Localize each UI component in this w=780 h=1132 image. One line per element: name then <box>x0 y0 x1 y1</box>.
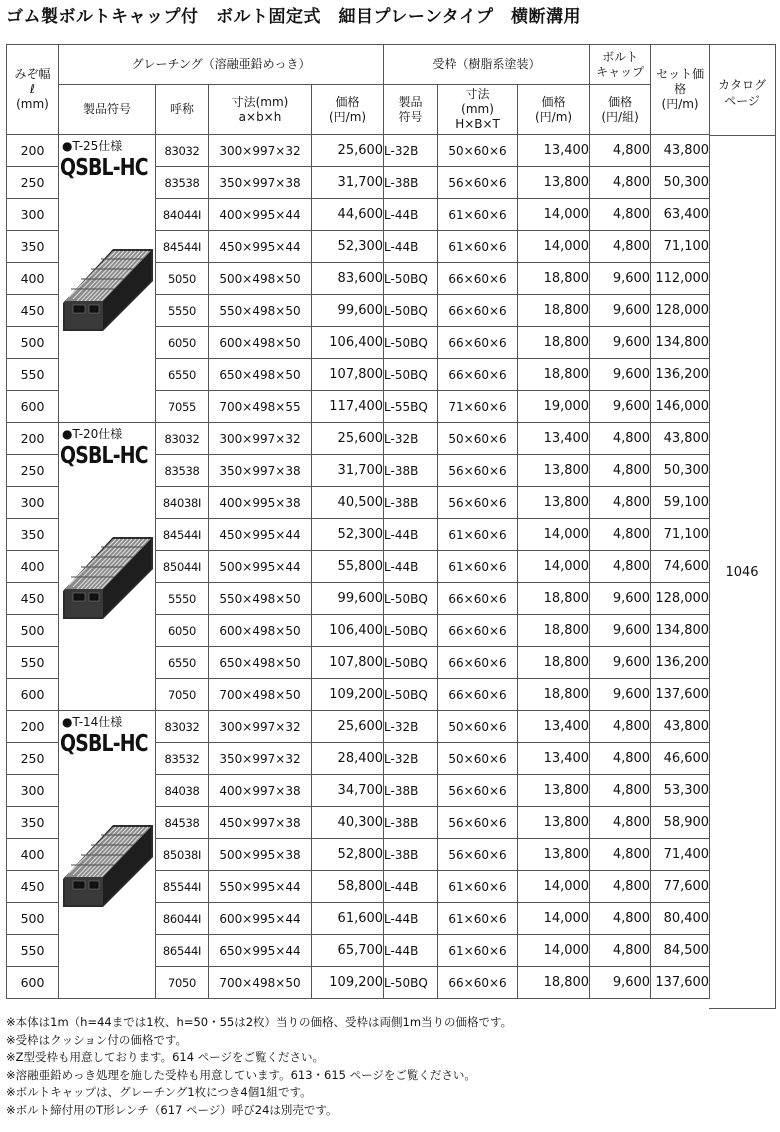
frame-dims-cell: 56×60×6 <box>438 455 518 487</box>
bolt-price-cell: 4,800 <box>590 487 651 519</box>
grating-price-cell: 44,600 <box>312 199 384 231</box>
grating-price-cell: 25,600 <box>312 135 384 167</box>
nominal-cell: 85038I <box>156 839 209 871</box>
frame-dims-cell: 56×60×6 <box>438 775 518 807</box>
nominal-cell: 84544I <box>156 519 209 551</box>
frame-dims-cell: 50×60×6 <box>438 135 518 167</box>
set-price-cell: 136,200 <box>651 647 710 679</box>
grating-dims-cell: 600×498×50 <box>209 327 312 359</box>
frame-dims-cell: 56×60×6 <box>438 839 518 871</box>
nominal-cell: 6050 <box>156 327 209 359</box>
grating-group-header: グレーチング（溶融亜鉛めっき） <box>59 45 384 85</box>
bolt-price-cell: 4,800 <box>590 903 651 935</box>
frame-dims-cell: 66×60×6 <box>438 615 518 647</box>
frame-code-cell: L-44B <box>384 903 438 935</box>
frame-code-cell: L-50BQ <box>384 295 438 327</box>
product-code-cell <box>59 423 156 711</box>
product-code-cell <box>59 135 156 423</box>
bolt-price-cell: 9,600 <box>590 583 651 615</box>
width-cell: 300 <box>7 199 59 231</box>
bolt-price-cell: 4,800 <box>590 551 651 583</box>
bolt-price-cell: 9,600 <box>590 615 651 647</box>
frame-price-cell: 18,800 <box>518 327 590 359</box>
grating-price-cell: 107,800 <box>312 647 384 679</box>
bolt-price-cell: 9,600 <box>590 295 651 327</box>
frame-dims-cell: 71×60×6 <box>438 391 518 423</box>
set-price-cell: 46,600 <box>651 743 710 775</box>
grating-dims-cell: 300×997×32 <box>209 711 312 743</box>
nominal-cell: 83538 <box>156 167 209 199</box>
grating-price-cell: 109,200 <box>312 967 384 999</box>
grating-price-cell: 83,600 <box>312 263 384 295</box>
grating-price-cell: 106,400 <box>312 327 384 359</box>
grating-price-cell: 58,800 <box>312 871 384 903</box>
grating-price-cell: 55,800 <box>312 551 384 583</box>
frame-price-cell: 13,800 <box>518 455 590 487</box>
grating-price-cell: 99,600 <box>312 583 384 615</box>
frame-code-cell: L-50BQ <box>384 679 438 711</box>
bolt-price-header: 価格 (円/組) <box>590 85 651 135</box>
nominal-cell: 7050 <box>156 679 209 711</box>
bolt-price-cell: 4,800 <box>590 519 651 551</box>
frame-code-cell: L-44B <box>384 199 438 231</box>
bolt-price-cell: 4,800 <box>590 231 651 263</box>
set-price-cell: 112,000 <box>651 263 710 295</box>
product-code: QSBL-HC <box>60 443 148 469</box>
width-cell: 200 <box>7 135 59 167</box>
grating-dims-cell: 500×995×38 <box>209 839 312 871</box>
width-cell: 450 <box>7 583 59 615</box>
frame-price-cell: 13,400 <box>518 423 590 455</box>
nominal-cell: 7050 <box>156 967 209 999</box>
width-cell: 250 <box>7 455 59 487</box>
frame-dims-cell: 66×60×6 <box>438 327 518 359</box>
nominal-cell: 6550 <box>156 359 209 391</box>
grating-dims-cell: 550×498×50 <box>209 583 312 615</box>
frame-code-cell: L-44B <box>384 519 438 551</box>
frame-dims-cell: 61×60×6 <box>438 231 518 263</box>
grating-dims-cell: 400×995×38 <box>209 487 312 519</box>
frame-dims-cell: 66×60×6 <box>438 295 518 327</box>
width-cell: 450 <box>7 871 59 903</box>
set-price-cell: 50,300 <box>651 167 710 199</box>
set-price-cell: 71,100 <box>651 519 710 551</box>
frame-dims-cell: 50×60×6 <box>438 423 518 455</box>
width-cell: 200 <box>7 423 59 455</box>
grating-price-header: 価格 (円/m) <box>312 85 384 135</box>
frame-dims-cell: 61×60×6 <box>438 519 518 551</box>
bolt-price-cell: 4,800 <box>590 935 651 967</box>
set-price-cell: 80,400 <box>651 903 710 935</box>
set-price-cell: 134,800 <box>651 615 710 647</box>
spec-label: ●T-14仕様 <box>62 715 123 729</box>
grating-dims-cell: 500×995×44 <box>209 551 312 583</box>
bolt-price-cell: 4,800 <box>590 199 651 231</box>
frame-dims-cell: 66×60×6 <box>438 359 518 391</box>
frame-code-cell: L-38B <box>384 839 438 871</box>
grating-price-cell: 31,700 <box>312 167 384 199</box>
frame-price-cell: 14,000 <box>518 199 590 231</box>
frame-price-cell: 13,800 <box>518 487 590 519</box>
width-cell: 400 <box>7 263 59 295</box>
nominal-cell: 84544I <box>156 231 209 263</box>
set-price-cell: 74,600 <box>651 551 710 583</box>
width-cell: 450 <box>7 295 59 327</box>
product-code: QSBL-HC <box>60 731 148 757</box>
bolt-price-cell: 9,600 <box>590 967 651 999</box>
grating-price-cell: 25,600 <box>312 423 384 455</box>
bolt-price-cell: 9,600 <box>590 263 651 295</box>
width-cell: 500 <box>7 615 59 647</box>
grating-dims-header: 寸法(mm) a×b×h <box>209 85 312 135</box>
grating-dims-cell: 350×997×32 <box>209 743 312 775</box>
product-code: QSBL-HC <box>60 155 148 181</box>
note-item: ※受枠はクッション付の価格です。 <box>6 1032 187 1047</box>
grating-price-cell: 31,700 <box>312 455 384 487</box>
set-price-cell: 43,800 <box>651 135 710 167</box>
width-cell: 550 <box>7 359 59 391</box>
width-cell: 250 <box>7 167 59 199</box>
frame-code-cell: L-38B <box>384 775 438 807</box>
width-cell: 300 <box>7 487 59 519</box>
bolt-price-cell: 9,600 <box>590 679 651 711</box>
frame-price-cell: 14,000 <box>518 551 590 583</box>
frame-price-cell: 18,800 <box>518 359 590 391</box>
grating-dims-cell: 400×997×38 <box>209 775 312 807</box>
width-cell: 500 <box>7 327 59 359</box>
bolt-cap-header: ボルト キャップ <box>590 45 651 85</box>
nominal-cell: 84038I <box>156 487 209 519</box>
frame-dims-cell: 61×60×6 <box>438 871 518 903</box>
note-item: ※ボルトキャップは、グレーチング1枚につき4個1組です。 <box>6 1085 312 1099</box>
nominal-cell: 85044I <box>156 551 209 583</box>
grating-dims-cell: 450×995×44 <box>209 519 312 551</box>
set-price-cell: 77,600 <box>651 871 710 903</box>
grating-dims-cell: 450×997×38 <box>209 807 312 839</box>
grating-price-cell: 107,800 <box>312 359 384 391</box>
grating-dims-cell: 500×498×50 <box>209 263 312 295</box>
frame-code-cell: L-50BQ <box>384 647 438 679</box>
set-price-cell: 128,000 <box>651 583 710 615</box>
frame-price-cell: 13,800 <box>518 839 590 871</box>
grating-dims-cell: 550×995×44 <box>209 871 312 903</box>
nominal-cell: 5050 <box>156 263 209 295</box>
frame-dims-cell: 66×60×6 <box>438 263 518 295</box>
table-row <box>7 423 710 455</box>
frame-dims-cell: 66×60×6 <box>438 679 518 711</box>
nominal-cell: 6550 <box>156 647 209 679</box>
width-cell: 300 <box>7 775 59 807</box>
frame-code-cell: L-32B <box>384 743 438 775</box>
note-item: ※本体は1m（h=44までは1枚、h=50・55は2枚）当りの価格、受枠は両側1m当りの価格です。 <box>6 1015 513 1029</box>
frame-price-cell: 18,800 <box>518 583 590 615</box>
frame-code-cell: L-38B <box>384 455 438 487</box>
grating-dims-cell: 700×498×50 <box>209 967 312 999</box>
set-price-cell: 58,900 <box>651 807 710 839</box>
bolt-price-cell: 9,600 <box>590 391 651 423</box>
bolt-price-cell: 4,800 <box>590 775 651 807</box>
set-price-cell: 137,600 <box>651 967 710 999</box>
frame-price-cell: 18,800 <box>518 615 590 647</box>
set-price-cell: 53,300 <box>651 775 710 807</box>
grating-price-cell: 65,700 <box>312 935 384 967</box>
grating-image <box>59 241 153 331</box>
width-cell: 400 <box>7 551 59 583</box>
width-cell: 350 <box>7 807 59 839</box>
bolt-price-cell: 4,800 <box>590 711 651 743</box>
grating-price-cell: 106,400 <box>312 615 384 647</box>
grating-price-cell: 40,500 <box>312 487 384 519</box>
frame-price-cell: 13,800 <box>518 167 590 199</box>
width-cell: 500 <box>7 903 59 935</box>
set-price-cell: 71,100 <box>651 231 710 263</box>
width-cell: 600 <box>7 391 59 423</box>
set-price-cell: 59,100 <box>651 487 710 519</box>
set-price-cell: 146,000 <box>651 391 710 423</box>
width-cell: 350 <box>7 519 59 551</box>
set-price-cell: 71,400 <box>651 839 710 871</box>
grating-dims-cell: 550×498×50 <box>209 295 312 327</box>
frame-dims-cell: 61×60×6 <box>438 903 518 935</box>
set-price-header: セット価格 (円/m) <box>651 45 710 135</box>
frame-price-cell: 13,800 <box>518 807 590 839</box>
bolt-price-cell: 9,600 <box>590 359 651 391</box>
nominal-cell: 83032 <box>156 711 209 743</box>
frame-price-cell: 14,000 <box>518 903 590 935</box>
frame-price-cell: 14,000 <box>518 519 590 551</box>
frame-code-cell: L-44B <box>384 871 438 903</box>
grating-dims-cell: 700×498×50 <box>209 679 312 711</box>
set-price-cell: 63,400 <box>651 199 710 231</box>
frame-dims-cell: 61×60×6 <box>438 199 518 231</box>
width-cell: 600 <box>7 679 59 711</box>
page-title: ゴム製ボルトキャップ付 ボルト固定式 細目プレーンタイプ 横断溝用 <box>6 7 581 27</box>
frame-price-cell: 13,400 <box>518 743 590 775</box>
frame-price-cell: 18,800 <box>518 295 590 327</box>
width-cell: 350 <box>7 231 59 263</box>
grating-price-cell: 61,600 <box>312 903 384 935</box>
width-cell: 200 <box>7 711 59 743</box>
frame-price-cell: 14,000 <box>518 935 590 967</box>
grating-dims-cell: 700×498×55 <box>209 391 312 423</box>
frame-dims-cell: 66×60×6 <box>438 967 518 999</box>
grating-dims-cell: 350×997×38 <box>209 167 312 199</box>
grating-price-cell: 99,600 <box>312 295 384 327</box>
frame-code-cell: L-50BQ <box>384 967 438 999</box>
frame-code-cell: L-38B <box>384 487 438 519</box>
set-price-cell: 137,600 <box>651 679 710 711</box>
set-price-cell: 134,800 <box>651 327 710 359</box>
set-price-cell: 84,500 <box>651 935 710 967</box>
frame-dims-cell: 50×60×6 <box>438 711 518 743</box>
bolt-price-cell: 4,800 <box>590 743 651 775</box>
frame-dims-cell: 56×60×6 <box>438 807 518 839</box>
nominal-cell: 83532 <box>156 743 209 775</box>
spec-label: ●T-25仕様 <box>62 139 123 153</box>
bolt-price-cell: 9,600 <box>590 327 651 359</box>
table-row <box>7 711 710 743</box>
bolt-price-cell: 4,800 <box>590 807 651 839</box>
frame-code-cell: L-50BQ <box>384 583 438 615</box>
grating-price-cell: 117,400 <box>312 391 384 423</box>
grating-dims-cell: 650×498×50 <box>209 647 312 679</box>
catalog-page-header: カタログ ページ <box>709 45 775 136</box>
frame-code-cell: L-50BQ <box>384 615 438 647</box>
frame-code-cell: L-32B <box>384 423 438 455</box>
nominal-cell: 84044I <box>156 199 209 231</box>
frame-code-cell: L-44B <box>384 551 438 583</box>
set-price-cell: 43,800 <box>651 423 710 455</box>
nominal-cell: 5550 <box>156 583 209 615</box>
note-item: ※溶融亜鉛めっき処理を施した受枠も用意しています。613・615 ページをご覧ください。 <box>6 1067 476 1082</box>
notes <box>6 1014 512 1119</box>
grating-price-cell: 52,300 <box>312 519 384 551</box>
bolt-price-cell: 9,600 <box>590 647 651 679</box>
frame-price-cell: 14,000 <box>518 231 590 263</box>
frame-code-cell: L-32B <box>384 711 438 743</box>
width-cell: 400 <box>7 839 59 871</box>
product-code-header: 製品符号 <box>59 85 156 135</box>
spec-label: ●T-20仕様 <box>62 427 123 441</box>
catalog-page-column <box>709 44 776 1009</box>
bolt-price-cell: 4,800 <box>590 423 651 455</box>
frame-price-cell: 18,800 <box>518 967 590 999</box>
table-row <box>7 135 710 167</box>
frame-dims-cell: 61×60×6 <box>438 935 518 967</box>
width-cell: 550 <box>7 647 59 679</box>
frame-code-cell: L-38B <box>384 807 438 839</box>
grating-price-cell: 52,300 <box>312 231 384 263</box>
grating-dims-cell: 600×995×44 <box>209 903 312 935</box>
frame-price-cell: 18,800 <box>518 647 590 679</box>
set-price-cell: 43,800 <box>651 711 710 743</box>
bolt-price-cell: 4,800 <box>590 455 651 487</box>
grating-price-cell: 52,800 <box>312 839 384 871</box>
nominal-header: 呼称 <box>156 85 209 135</box>
grating-dims-cell: 400×995×44 <box>209 199 312 231</box>
nominal-cell: 83538 <box>156 455 209 487</box>
nominal-cell: 6050 <box>156 615 209 647</box>
frame-price-cell: 13,400 <box>518 711 590 743</box>
frame-price-cell: 13,400 <box>518 135 590 167</box>
nominal-cell: 86544I <box>156 935 209 967</box>
frame-dims-cell: 61×60×6 <box>438 551 518 583</box>
grating-dims-cell: 650×995×44 <box>209 935 312 967</box>
product-code-cell <box>59 711 156 999</box>
frame-dims-cell: 66×60×6 <box>438 647 518 679</box>
frame-price-cell: 19,000 <box>518 391 590 423</box>
width-cell: 600 <box>7 967 59 999</box>
grating-price-cell: 34,700 <box>312 775 384 807</box>
grating-dims-cell: 650×498×50 <box>209 359 312 391</box>
grating-dims-cell: 300×997×32 <box>209 135 312 167</box>
frame-code-cell: L-50BQ <box>384 327 438 359</box>
frame-group-header: 受枠（樹脂系塗装） <box>384 45 590 85</box>
grating-price-cell: 28,400 <box>312 743 384 775</box>
width-cell: 250 <box>7 743 59 775</box>
grating-price-cell: 109,200 <box>312 679 384 711</box>
frame-code-cell: L-50BQ <box>384 263 438 295</box>
frame-code-cell: L-44B <box>384 935 438 967</box>
bolt-price-cell: 4,800 <box>590 135 651 167</box>
set-price-cell: 128,000 <box>651 295 710 327</box>
nominal-cell: 84038 <box>156 775 209 807</box>
frame-price-header: 価格 (円/m) <box>518 85 590 135</box>
frame-code-header: 製品 符号 <box>384 85 438 135</box>
price-table <box>6 44 710 999</box>
nominal-cell: 5550 <box>156 295 209 327</box>
note-item: ※ボルト締付用のT形レンチ（617 ページ）呼び24は別売です。 <box>6 1102 338 1117</box>
frame-price-cell: 14,000 <box>518 871 590 903</box>
catalog-page-value: 1046 <box>725 565 759 580</box>
nominal-cell: 83032 <box>156 423 209 455</box>
note-item: ※Z型受枠も用意しております。614 ページをご覧ください。 <box>6 1050 324 1064</box>
bolt-price-cell: 4,800 <box>590 871 651 903</box>
frame-price-cell: 18,800 <box>518 679 590 711</box>
grating-dims-cell: 350×997×38 <box>209 455 312 487</box>
frame-code-cell: L-32B <box>384 135 438 167</box>
frame-code-cell: L-55BQ <box>384 391 438 423</box>
frame-dims-cell: 56×60×6 <box>438 167 518 199</box>
frame-dims-cell: 66×60×6 <box>438 583 518 615</box>
grating-image <box>59 529 153 619</box>
grating-dims-cell: 450×995×44 <box>209 231 312 263</box>
bolt-price-cell: 4,800 <box>590 167 651 199</box>
width-header: みぞ幅 ℓ (mm) <box>7 45 59 135</box>
width-cell: 550 <box>7 935 59 967</box>
nominal-cell: 83032 <box>156 135 209 167</box>
frame-dims-header: 寸法 (mm) H×B×T <box>438 85 518 135</box>
grating-dims-cell: 600×498×50 <box>209 615 312 647</box>
bolt-price-cell: 4,800 <box>590 839 651 871</box>
frame-price-cell: 13,800 <box>518 775 590 807</box>
nominal-cell: 86044I <box>156 903 209 935</box>
frame-price-cell: 18,800 <box>518 263 590 295</box>
grating-price-cell: 25,600 <box>312 711 384 743</box>
set-price-cell: 136,200 <box>651 359 710 391</box>
frame-code-cell: L-44B <box>384 231 438 263</box>
frame-dims-cell: 50×60×6 <box>438 743 518 775</box>
frame-dims-cell: 56×60×6 <box>438 487 518 519</box>
grating-price-cell: 40,300 <box>312 807 384 839</box>
frame-code-cell: L-50BQ <box>384 359 438 391</box>
frame-code-cell: L-38B <box>384 167 438 199</box>
grating-dims-cell: 300×997×32 <box>209 423 312 455</box>
nominal-cell: 7055 <box>156 391 209 423</box>
nominal-cell: 85544I <box>156 871 209 903</box>
nominal-cell: 84538 <box>156 807 209 839</box>
set-price-cell: 50,300 <box>651 455 710 487</box>
grating-image <box>59 817 153 907</box>
